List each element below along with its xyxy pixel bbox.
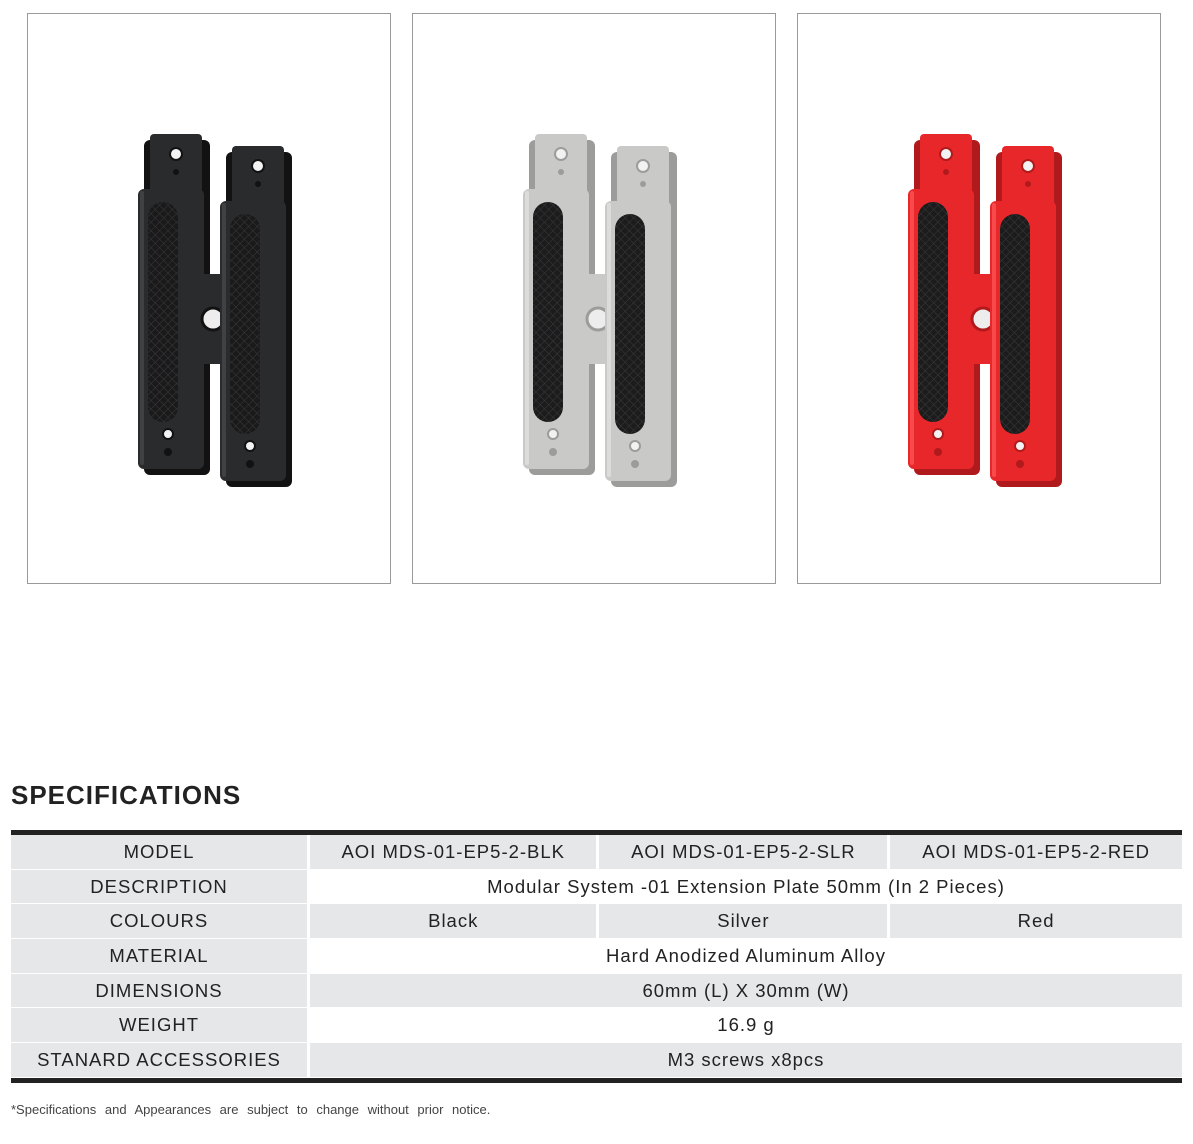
disclaimer-footnote: *Specifications and Appearances are subject to change without prior notice. [11,1102,491,1117]
plate-half [138,134,228,475]
spec-value: Black [307,904,596,939]
extension-plate-black-illustration [28,14,390,583]
spec-value: 16.9 g [307,1008,1182,1043]
spec-label: DIMENSIONS [11,974,307,1009]
spec-label: MODEL [11,835,307,870]
extension-plate-silver-illustration [413,14,775,583]
spec-label: MATERIAL [11,939,307,974]
product-image-black [27,13,391,584]
spec-label: WEIGHT [11,1008,307,1043]
spec-value: Silver [596,904,887,939]
specifications-table [11,830,1182,1083]
spec-value: Hard Anodized Aluminum Alloy [307,939,1182,974]
spec-label: DESCRIPTION [11,870,307,905]
plate-pieces [523,134,677,487]
spec-label: STANARD ACCESSORIES [11,1043,307,1078]
spec-value: AOI MDS-01-EP5-2-RED [887,835,1182,870]
spec-row-dimensions [11,974,1182,1009]
spec-row-weight [11,1008,1182,1043]
plate-pieces [138,134,292,487]
plate-half [220,146,292,487]
spec-value: Modular System -01 Extension Plate 50mm (In 2 Pieces) [307,870,1182,905]
plate-half [605,146,677,487]
spec-value: M3 screws x8pcs [307,1043,1182,1078]
spec-value: 60mm (L) X 30mm (W) [307,974,1182,1009]
plate-pieces [908,134,1062,487]
spec-row-accessories [11,1043,1182,1078]
spec-row-colours [11,904,1182,939]
plate-half [523,134,613,475]
extension-plate-red-illustration [798,14,1160,583]
plate-half [908,134,998,475]
product-image-red [797,13,1161,584]
spec-label: COLOURS [11,904,307,939]
spec-value: AOI MDS-01-EP5-2-SLR [596,835,887,870]
spec-row-material [11,939,1182,974]
spec-row-description [11,870,1182,905]
spec-value: AOI MDS-01-EP5-2-BLK [307,835,596,870]
spec-value: Red [887,904,1182,939]
specifications-heading: SPECIFICATIONS [11,780,242,810]
spec-row-model [11,835,1182,870]
product-image-silver [412,13,776,584]
plate-half [990,146,1062,487]
